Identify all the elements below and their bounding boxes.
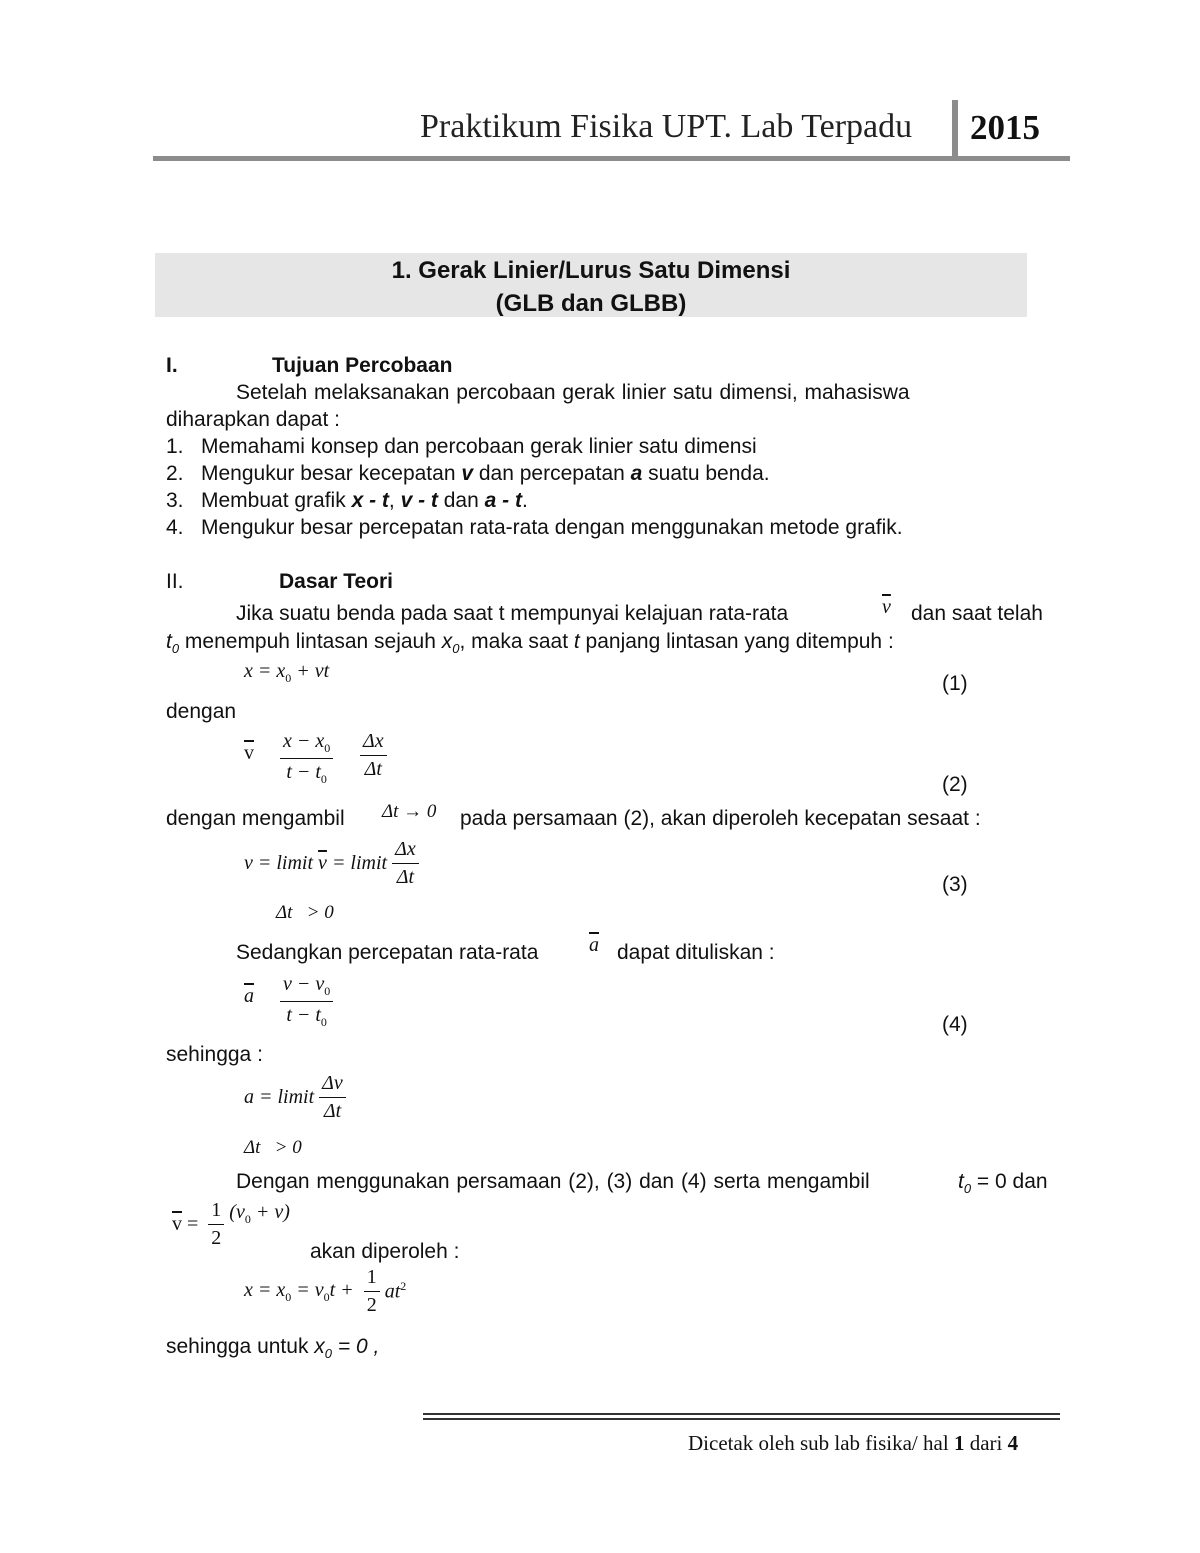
subscript: 0 bbox=[320, 772, 327, 786]
subscript: 0 bbox=[244, 1211, 251, 1226]
v-bar-symbol: $\overline{v}$ bbox=[172, 1213, 182, 1235]
equation-text: (v bbox=[229, 1200, 245, 1223]
paragraph-line bbox=[166, 628, 894, 662]
denominator: Δt bbox=[364, 758, 382, 780]
subscript: 0 bbox=[285, 1289, 292, 1304]
denominator: t − t bbox=[286, 761, 321, 783]
symbol-a: a bbox=[630, 462, 643, 485]
equation-6 bbox=[172, 1199, 290, 1250]
v-bar-symbol: $\overline{v}$ bbox=[882, 596, 891, 618]
paragraph-text: sehingga untuk bbox=[166, 1335, 315, 1358]
numerator: 1 bbox=[364, 1266, 380, 1292]
equation-text: t + bbox=[329, 1278, 359, 1301]
list-item-text: dan percepatan bbox=[473, 462, 631, 485]
header-title: Praktikum Fisika UPT. Lab Terpadu bbox=[420, 108, 913, 145]
chapter-title-line1: 1. Gerak Linier/Lurus Satu Dimensi bbox=[391, 257, 791, 284]
equation-text: = bbox=[182, 1213, 204, 1235]
footer-label: dari bbox=[964, 1431, 1008, 1455]
subscript: 0 bbox=[452, 641, 460, 657]
paragraph-line: pada persamaan (2), akan diperoleh kecepatan sesaat : bbox=[460, 807, 981, 830]
paragraph-text: = 0 , bbox=[332, 1335, 380, 1358]
subscript: 0 bbox=[324, 741, 331, 755]
denominator: t − t bbox=[286, 1004, 321, 1026]
numerator: v − v bbox=[283, 973, 325, 995]
subscript: 0 bbox=[171, 641, 180, 657]
paragraph-text: , maka saat bbox=[459, 630, 574, 653]
list-item-text: Mengukur besar kecepatan bbox=[201, 462, 462, 485]
equation-text: + v) bbox=[250, 1200, 290, 1223]
header-rule bbox=[153, 156, 1070, 161]
paragraph-line bbox=[166, 1333, 379, 1367]
list-item-text: , bbox=[388, 489, 401, 512]
header-year: 2015 bbox=[970, 108, 1040, 147]
subscript: 0 bbox=[324, 1346, 333, 1362]
equation-text: = limit bbox=[326, 852, 388, 874]
numerator: Δv bbox=[319, 1072, 346, 1098]
equation-text: = v bbox=[291, 1278, 324, 1301]
paragraph-line: dengan bbox=[166, 700, 237, 723]
section1-heading: Tujuan Percobaan bbox=[272, 354, 453, 377]
section1-intro-line2: diharapkan dapat : bbox=[166, 408, 340, 431]
page-number: 1 bbox=[953, 1431, 965, 1455]
t0-symbol: t bbox=[958, 1170, 964, 1193]
denominator: Δt bbox=[396, 866, 415, 888]
paragraph-text: panjang lintasan yang ditempuh : bbox=[579, 630, 894, 653]
footer-label: Dicetak oleh sub lab fisika/ hal bbox=[688, 1431, 954, 1455]
equation-number: (1) bbox=[942, 672, 968, 695]
numerator: Δx bbox=[392, 838, 419, 864]
equation-3 bbox=[244, 838, 419, 889]
paragraph-line: akan diperoleh : bbox=[310, 1240, 460, 1263]
list-item-number: 2. bbox=[166, 462, 184, 485]
numerator: Δx bbox=[360, 730, 387, 756]
equation-number: (4) bbox=[942, 1013, 968, 1036]
section2-heading: Dasar Teori bbox=[279, 570, 393, 593]
list-item-number: 4. bbox=[166, 516, 184, 539]
footer-rule bbox=[423, 1413, 1060, 1415]
equation-2-fraction2 bbox=[360, 730, 387, 781]
section1-number: I. bbox=[166, 354, 178, 377]
denominator: 2 bbox=[211, 1227, 222, 1249]
x0-symbol: x bbox=[441, 630, 453, 653]
subscript: 0 bbox=[963, 1181, 972, 1197]
paragraph-line: Dengan menggunakan persamaan (2), (3) dan (4) serta mengambil bbox=[236, 1170, 870, 1193]
paragraph-text: = 0 dan bbox=[971, 1170, 1048, 1193]
equation-text: x = x bbox=[244, 660, 286, 682]
equation-number: (2) bbox=[942, 773, 968, 796]
equation-2-fraction1 bbox=[280, 730, 333, 787]
v-bar-symbol: $\overline{v}$ bbox=[244, 742, 254, 764]
list-item-text: Mengukur besar percepatan rata-rata dengan menggunakan metode grafik. bbox=[201, 516, 903, 539]
numerator: x − x bbox=[283, 730, 325, 752]
footer-text bbox=[688, 1431, 1018, 1456]
section1-intro-line1: Setelah melaksanakan percobaan gerak linier satu dimensi, mahasiswa bbox=[236, 381, 910, 404]
denominator: 2 bbox=[366, 1294, 377, 1316]
equation-4-fraction bbox=[280, 973, 333, 1030]
header-divider bbox=[952, 100, 958, 158]
denominator: Δt bbox=[323, 1100, 342, 1122]
t0-symbol: t bbox=[166, 630, 172, 653]
delta-t-to-zero: Δt → 0 bbox=[382, 801, 437, 822]
list-item-number: 3. bbox=[166, 489, 184, 512]
chapter-title-line2: (GLB dan GLBB) bbox=[495, 290, 687, 317]
footer-rule bbox=[423, 1418, 1060, 1420]
equation-1 bbox=[244, 660, 329, 686]
equation-5 bbox=[244, 1072, 346, 1123]
x0-symbol: x bbox=[314, 1335, 325, 1358]
paragraph-text: menempuh lintasan sejauh bbox=[179, 630, 442, 653]
subscript: 0 bbox=[285, 671, 292, 685]
equation-text: a = limit bbox=[244, 1086, 315, 1108]
equation-text: x = x bbox=[244, 1278, 286, 1301]
list-item-text: Membuat grafik bbox=[201, 489, 352, 512]
equation-text: v = limit bbox=[244, 852, 319, 874]
equation-text: at bbox=[384, 1280, 401, 1303]
symbol-v-t: v - t bbox=[400, 489, 438, 512]
list-item bbox=[166, 514, 903, 541]
symbol-v: v bbox=[461, 462, 474, 485]
subscript: 0 bbox=[324, 984, 331, 998]
list-item bbox=[166, 487, 528, 514]
list-item bbox=[166, 460, 770, 487]
subscript: 0 bbox=[320, 1015, 327, 1029]
chapter-title-box bbox=[155, 253, 1027, 317]
numerator: 1 bbox=[208, 1199, 224, 1225]
list-item bbox=[166, 433, 757, 460]
list-item-text: suatu benda. bbox=[642, 462, 770, 485]
a-bar-symbol: $\overline{a}$ bbox=[244, 985, 254, 1007]
t-symbol: t bbox=[573, 630, 580, 653]
a-bar-symbol: $\overline{a}$ bbox=[589, 934, 599, 956]
list-item-text: dan bbox=[437, 489, 485, 512]
limit-subscript: Δt > 0 bbox=[276, 902, 334, 923]
equation-text: + vt bbox=[291, 660, 330, 682]
paragraph-line: dapat dituliskan : bbox=[617, 941, 775, 964]
superscript: 2 bbox=[400, 1279, 407, 1294]
limit-subscript: Δt > 0 bbox=[244, 1137, 302, 1158]
paragraph-line bbox=[958, 1168, 1048, 1202]
list-item-number: 1. bbox=[166, 435, 184, 458]
equation-number: (3) bbox=[942, 873, 968, 896]
symbol-x-t: x - t bbox=[351, 489, 389, 512]
paragraph-line: dengan mengambil bbox=[166, 807, 345, 830]
symbol-a-t: a - t bbox=[484, 489, 522, 512]
list-item-text: Memahami konsep dan percobaan gerak linier satu dimensi bbox=[201, 435, 757, 458]
list-item-text: . bbox=[521, 489, 528, 512]
subscript: 0 bbox=[323, 1289, 330, 1304]
paragraph-line: sehingga : bbox=[166, 1043, 263, 1066]
paragraph-line: dan saat telah bbox=[911, 602, 1043, 625]
paragraph-line: Sedangkan percepatan rata-rata bbox=[236, 941, 539, 964]
section2-number: II. bbox=[166, 570, 184, 593]
paragraph-line: Jika suatu benda pada saat t mempunyai kelajuan rata-rata bbox=[236, 602, 789, 625]
v-bar-symbol: $\overline{v}$ bbox=[318, 852, 327, 874]
equation-7 bbox=[244, 1266, 406, 1317]
page-total: 4 bbox=[1007, 1431, 1019, 1455]
